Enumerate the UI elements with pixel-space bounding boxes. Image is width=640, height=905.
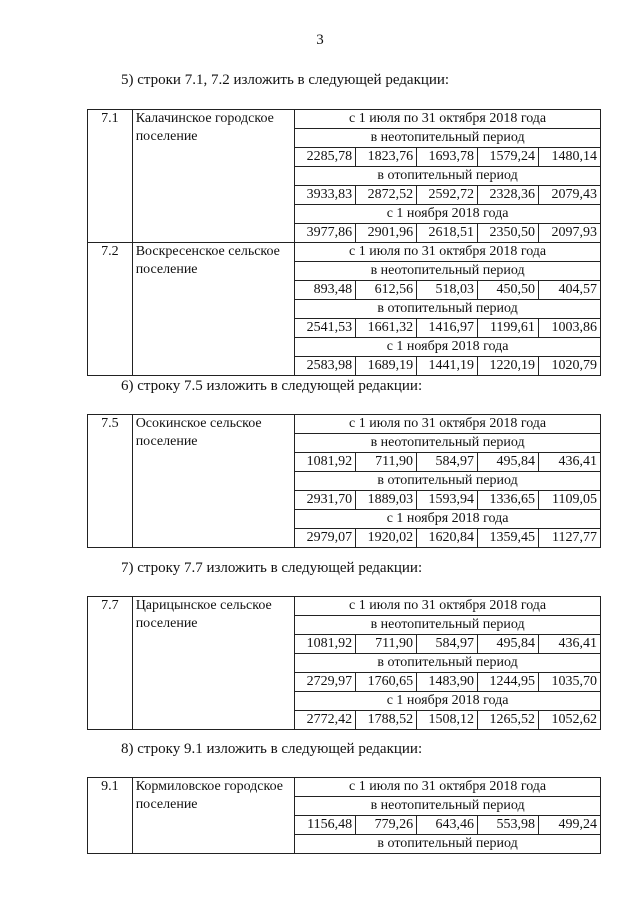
row-number: 7.7: [88, 597, 133, 730]
period-header: в отопительный период: [295, 167, 601, 186]
tariff-value: 1220,19: [478, 357, 539, 376]
row-number: 7.2: [88, 243, 133, 376]
tariff-value: 584,97: [417, 453, 478, 472]
table-row: [88, 243, 601, 262]
tariff-value: 1483,90: [417, 673, 478, 692]
tariff-table: [87, 596, 601, 730]
period-header: с 1 ноября 2018 года: [295, 205, 601, 224]
table-row: [88, 415, 601, 434]
tariff-value: 2541,53: [295, 319, 356, 338]
tariff-value: 1081,92: [295, 453, 356, 472]
tariff-value: 612,56: [356, 281, 417, 300]
table-row: [88, 597, 601, 616]
tariff-value: 1109,05: [538, 491, 600, 510]
tariff-value: 1359,45: [478, 529, 539, 548]
tariff-value: 518,03: [417, 281, 478, 300]
tariff-value: 711,90: [356, 453, 417, 472]
section-instruction: 7) строку 7.7 изложить в следующей редакции:: [121, 560, 423, 576]
tariff-value: 1441,19: [417, 357, 478, 376]
tariff-value: 2328,36: [478, 186, 539, 205]
tariff-value: 2979,07: [295, 529, 356, 548]
settlement-name: Воскресенское сельское поселение: [132, 243, 295, 376]
period-header: с 1 июля по 31 октября 2018 года: [295, 243, 601, 262]
period-header: в неотопительный период: [295, 616, 601, 635]
tariff-value: 1035,70: [538, 673, 600, 692]
tariff-value: 1689,19: [356, 357, 417, 376]
tariff-value: 1127,77: [538, 529, 600, 548]
tariff-table: [87, 414, 601, 548]
tariff-value: 2931,70: [295, 491, 356, 510]
period-header: с 1 июля по 31 октября 2018 года: [295, 110, 601, 129]
tariff-value: 779,26: [356, 816, 417, 835]
tariff-value: 2350,50: [478, 224, 539, 243]
period-header: с 1 июля по 31 октября 2018 года: [295, 415, 601, 434]
period-header: с 1 июля по 31 октября 2018 года: [295, 597, 601, 616]
tariff-value: 2583,98: [295, 357, 356, 376]
settlement-name: Кормиловское городское поселение: [132, 778, 295, 854]
period-header: с 1 ноября 2018 года: [295, 338, 601, 357]
tariff-value: 1156,48: [295, 816, 356, 835]
row-number: 7.5: [88, 415, 133, 548]
period-header: в отопительный период: [295, 654, 601, 673]
settlement-name: Калачинское городское поселение: [132, 110, 295, 243]
tariff-value: 1003,86: [538, 319, 600, 338]
section-instruction: 8) строку 9.1 изложить в следующей редакции:: [121, 741, 423, 757]
tariff-table: [87, 109, 601, 376]
tariff-value: 1052,62: [538, 711, 600, 730]
tariff-value: 2592,72: [417, 186, 478, 205]
tariff-value: 404,57: [538, 281, 600, 300]
period-header: в отопительный период: [295, 835, 601, 854]
tariff-value: 1416,97: [417, 319, 478, 338]
row-number: 9.1: [88, 778, 133, 854]
tariff-value: 1593,94: [417, 491, 478, 510]
page-number: 3: [316, 32, 324, 48]
tariff-value: 2079,43: [538, 186, 600, 205]
tariff-value: 2618,51: [417, 224, 478, 243]
tariff-value: 1081,92: [295, 635, 356, 654]
tariff-value: 3933,83: [295, 186, 356, 205]
tariff-value: 1920,02: [356, 529, 417, 548]
period-header: с 1 ноября 2018 года: [295, 510, 601, 529]
row-number: 7.1: [88, 110, 133, 243]
tariff-value: 2285,78: [295, 148, 356, 167]
period-header: в неотопительный период: [295, 434, 601, 453]
tariff-value: 495,84: [478, 635, 539, 654]
tariff-value: 1579,24: [478, 148, 539, 167]
tariff-value: 3977,86: [295, 224, 356, 243]
tariff-value: 1760,65: [356, 673, 417, 692]
settlement-name: Царицынское сельское поселение: [132, 597, 295, 730]
tariff-value: 1265,52: [478, 711, 539, 730]
tariff-value: 643,46: [417, 816, 478, 835]
tariff-value: 2097,93: [538, 224, 600, 243]
tariff-value: 1788,52: [356, 711, 417, 730]
tariff-value: 2872,52: [356, 186, 417, 205]
tariff-value: 436,41: [538, 453, 600, 472]
tariff-value: 1693,78: [417, 148, 478, 167]
period-header: с 1 ноября 2018 года: [295, 692, 601, 711]
tariff-value: 1889,03: [356, 491, 417, 510]
period-header: в неотопительный период: [295, 262, 601, 281]
tariff-value: 1823,76: [356, 148, 417, 167]
tariff-value: 584,97: [417, 635, 478, 654]
tariff-value: 1020,79: [538, 357, 600, 376]
tariff-value: 1661,32: [356, 319, 417, 338]
tariff-value: 1199,61: [478, 319, 539, 338]
tariff-value: 2729,97: [295, 673, 356, 692]
section-instruction: 5) строки 7.1, 7.2 изложить в следующей редакции:: [121, 72, 450, 88]
tariff-value: 553,98: [478, 816, 539, 835]
tariff-value: 1508,12: [417, 711, 478, 730]
tariff-value: 436,41: [538, 635, 600, 654]
tariff-value: 495,84: [478, 453, 539, 472]
period-header: в отопительный период: [295, 472, 601, 491]
tariff-value: 1336,65: [478, 491, 539, 510]
period-header: в отопительный период: [295, 300, 601, 319]
table-row: [88, 110, 601, 129]
tariff-value: 1620,84: [417, 529, 478, 548]
tariff-value: 2772,42: [295, 711, 356, 730]
tariff-value: 893,48: [295, 281, 356, 300]
period-header: в неотопительный период: [295, 797, 601, 816]
tariff-value: 1480,14: [538, 148, 600, 167]
tariff-value: 499,24: [538, 816, 600, 835]
period-header: с 1 июля по 31 октября 2018 года: [295, 778, 601, 797]
tariff-value: 711,90: [356, 635, 417, 654]
period-header: в неотопительный период: [295, 129, 601, 148]
tariff-value: 450,50: [478, 281, 539, 300]
section-instruction: 6) строку 7.5 изложить в следующей редакции:: [121, 378, 423, 394]
table-row: [88, 778, 601, 797]
tariff-value: 1244,95: [478, 673, 539, 692]
settlement-name: Осокинское сельское поселение: [132, 415, 295, 548]
tariff-table: [87, 777, 601, 854]
tariff-value: 2901,96: [356, 224, 417, 243]
